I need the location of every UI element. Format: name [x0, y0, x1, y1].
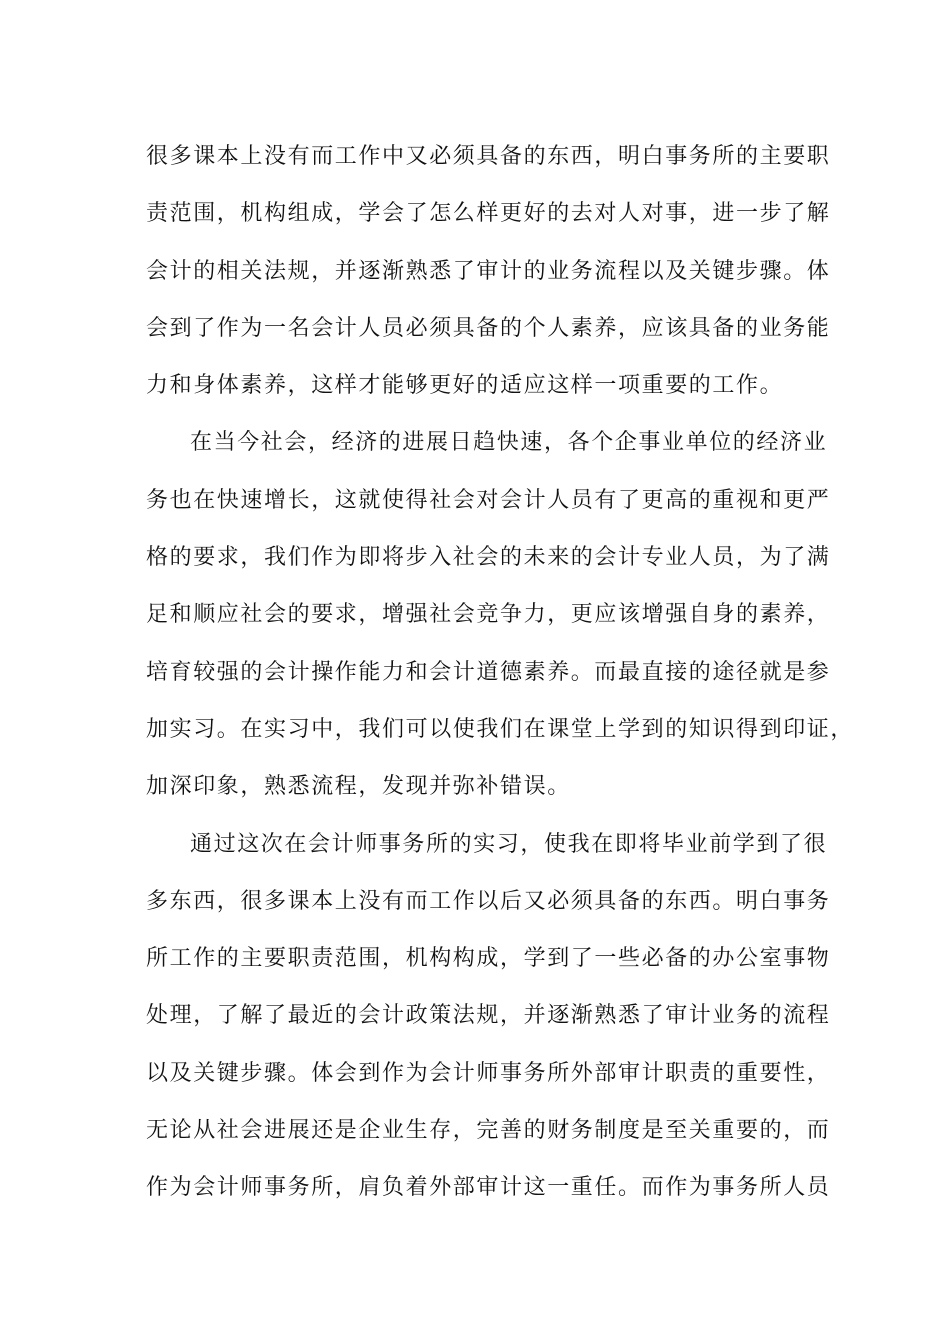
text-line: 会到了作为一名会计人员必须具备的个人素养，应该具备的业务能 [146, 315, 831, 341]
text-line: 作为会计师事务所，肩负着外部审计这一重任。而作为事务所人员 [146, 1175, 831, 1201]
paragraph [146, 414, 855, 815]
text-line: 通过这次在会计师事务所的实习，使我在即将毕业前学到了很 [190, 831, 828, 857]
text-line: 力和身体素养，这样才能够更好的适应这样一项重要的工作。 [146, 373, 784, 399]
text-line: 务也在快速增长，这就使得社会对会计人员有了更高的重视和更严 [146, 487, 831, 513]
text-line: 培育较强的会计操作能力和会计道德素养。而最直接的途径就是参 [146, 659, 831, 685]
text-line: 在当今社会，经济的进展日趋快速，各个企事业单位的经济业 [190, 430, 828, 456]
text-line: 以及关键步骤。体会到作为会计师事务所外部审计职责的重要性， [146, 1060, 831, 1086]
text-line: 多东西，很多课本上没有而工作以后又必须具备的东西。明白事务 [146, 888, 831, 914]
text-line: 所工作的主要职责范围，机构构成，学到了一些必备的办公室事物 [146, 946, 831, 972]
paragraph [146, 128, 831, 414]
text-line: 会计的相关法规，并逐渐熟悉了审计的业务流程以及关键步骤。体 [146, 258, 831, 284]
body-text [146, 128, 855, 1217]
text-line: 很多课本上没有而工作中又必须具备的东西，明白事务所的主要职 [146, 144, 831, 169]
text-line: 足和顺应社会的要求，增强社会竞争力，更应该增强自身的素养， [146, 602, 831, 628]
text-line: 加实习。在实习中，我们可以使我们在课堂上学到的知识得到印证， [146, 716, 855, 742]
text-line: 格的要求，我们作为即将步入社会的未来的会计专业人员，为了满 [146, 545, 831, 571]
text-line: 无论从社会进展还是企业生存，完善的财务制度是至关重要的，而 [146, 1118, 831, 1144]
paragraph [146, 816, 831, 1217]
text-line: 加深印象，熟悉流程，发现并弥补错误。 [146, 774, 571, 800]
text-line: 责范围，机构组成，学会了怎么样更好的去对人对事，进一步了解 [146, 201, 831, 227]
text-line: 处理，了解了最近的会计政策法规，并逐渐熟悉了审计业务的流程 [146, 1003, 831, 1029]
